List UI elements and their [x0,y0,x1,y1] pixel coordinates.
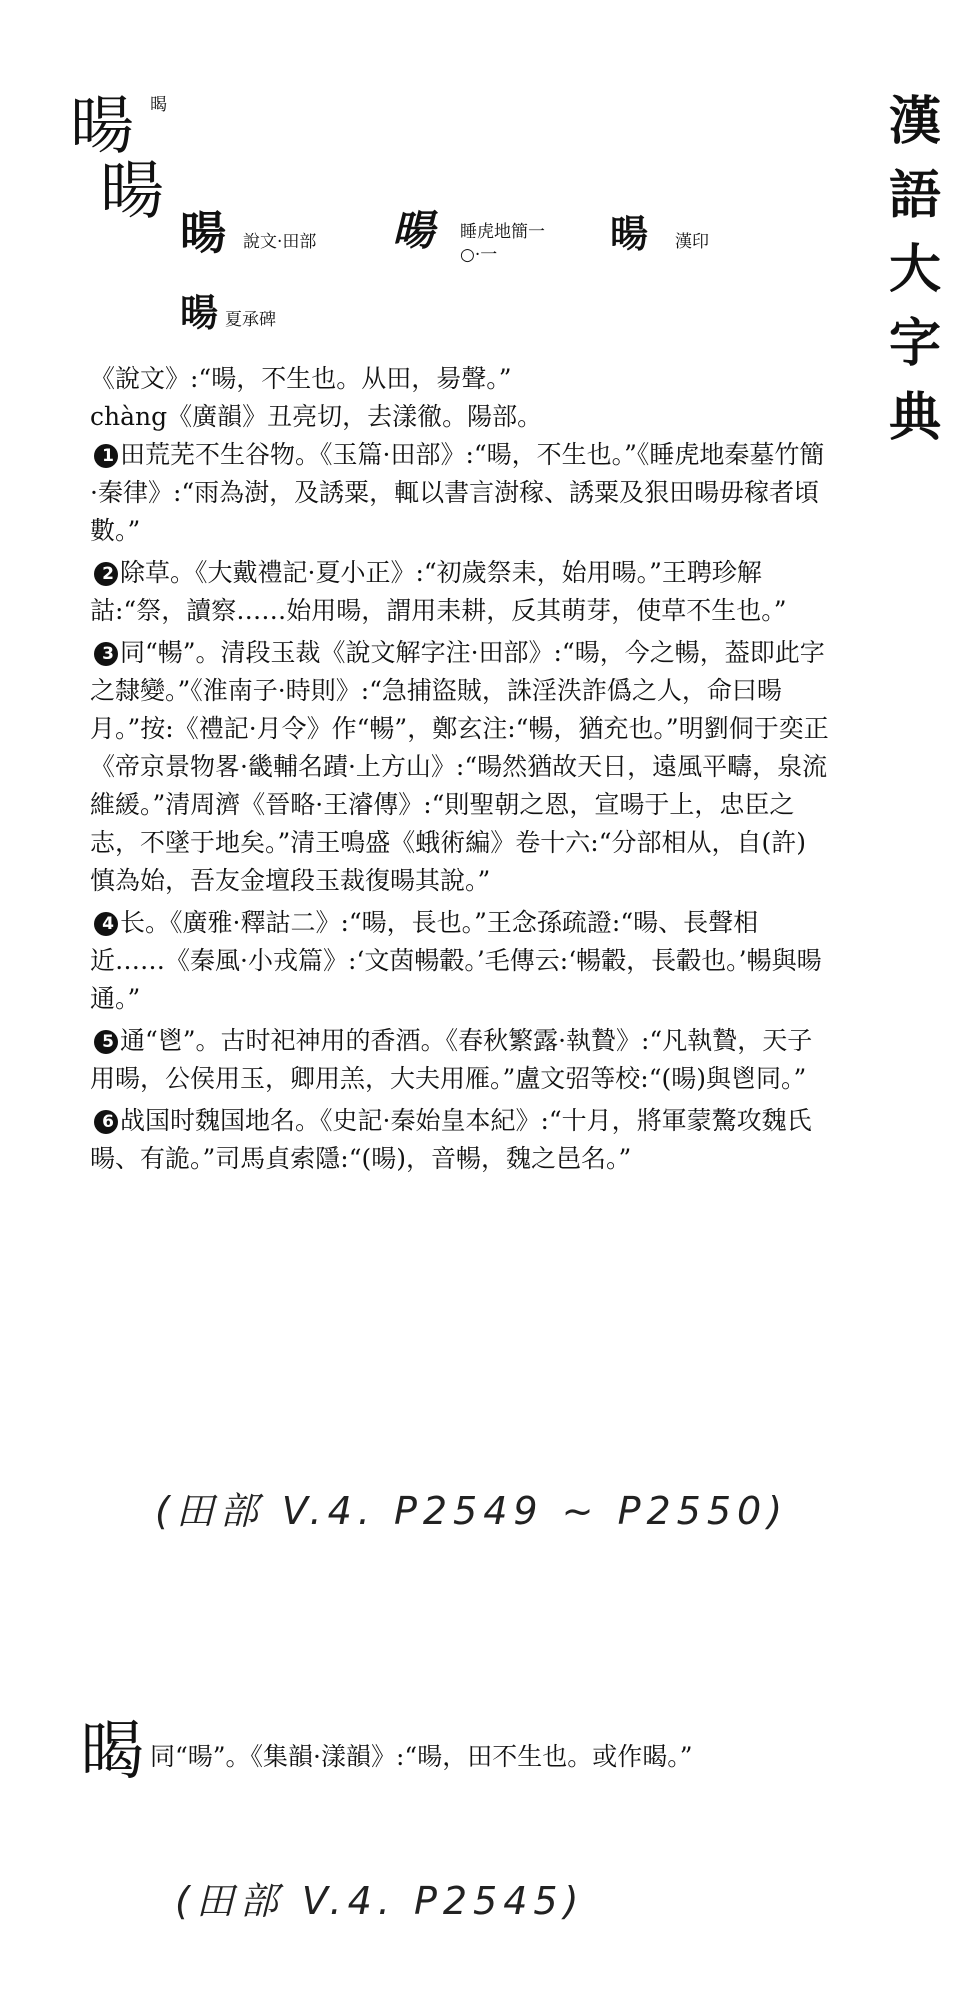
sense-text: 田荒芜不生谷物。《玉篇·田部》:“暘，不生也。”《睡虎地秦墓竹簡·秦律》:“雨為澍，及誘粟，輒以書言澍稼、誘粟及狠田暘毋稼者頃數。” [90,440,825,545]
sense-text: 长。《廣雅·釋詁二》:“暘，長也。”王念孫疏證:“暘、長聲相近……《秦風·小戎篇》:‘文茵暢轂。’毛傳云:‘暢轂，長轂也。’暢與暘通。” [90,908,822,1013]
title-char: 大 [888,239,941,300]
sense-text: 同“暢”。清段玉裁《說文解字注·田部》:“暘，今之暢，葢即此字之隸變。”《淮南子·時則》:“急捕盜賊，誅淫泆詐僞之人，命曰暘月。”按:《禮記·月令》作“暢”，鄭玄注:“暢，猶充也。”明劉侗于奕正《帝京景物畧·畿輔名蹟·上方山》:“暘然猶故天日，遠風平疇，泉流維緩。”清周濟《晉略·王濬傳》:“則聖朝之恩，宣暘于上，忠臣之志，不墜于地矣。”清王鳴盛《蛾術編》卷十六:“分部相从，自(許)慎為始，吾友金壇段玉裁復暘其說。” [90,638,829,895]
title-char: 漢 [888,91,941,152]
sense-number: 1 [94,444,118,468]
sense-text: 战国时魏国地名。《史記·秦始皇本紀》:“十月，將軍蒙驁攻魏氏暘、有詭。”司馬貞索隱:“(暘)，音暢，魏之邑名。” [90,1106,812,1173]
ancient-form-label: ○·一 [460,245,498,265]
sense-number: 5 [94,1030,118,1054]
sense [90,634,830,900]
title-char: 典 [888,387,941,448]
seal-headword: 暘 [100,155,164,229]
handwritten-page-reference: (田部 V.4. P2549 ~ P2550) [155,1489,789,1533]
sense-number: 3 [94,642,118,666]
ancient-form-label: 夏承碑 [225,310,276,330]
ancient-form-glyph: 暘 [180,206,226,260]
source-line: 《說文》:“暘，不生也。从田，昜聲。” [90,364,512,393]
handwritten-page-reference: (田部 V.4. P2545) [175,1879,585,1923]
ancient-form-label: 睡虎地簡一 [460,222,545,242]
ancient-form-label: 說文·田部 [243,232,317,252]
ancient-form-glyph: 暘 [610,211,643,256]
variant-superscript: 暍 [150,95,167,115]
vertical-book-title [880,85,950,455]
ancient-form-glyph: 暘 [392,206,435,255]
sense-text: 除草。《大戴禮記·夏小正》:“初歲祭耒，始用暘。”王聘珍解詁:“祭，讀察……始用暘，謂用耒耕，反其萌芽，使草不生也。” [90,558,787,625]
sense [90,1102,830,1178]
sense [90,554,830,630]
sense [90,1022,830,1098]
ancient-form-label: 漢印 [675,232,709,252]
entry-body [90,360,830,1178]
sense [90,904,830,1018]
title-char: 字 [888,313,941,374]
sense-number: 2 [94,562,118,586]
entry-body: 同“暘”。《集韻·漾韻》:“暘，田不生也。或作暍。” [150,1742,693,1771]
sense-number: 6 [94,1110,118,1134]
title-char: 語 [888,165,941,226]
ancient-form-glyph: 暘 [180,290,219,335]
headword: 暍 [80,1715,144,1789]
pronunciation-line: chàng《廣韻》丑亮切，去漾徹。陽部。 [90,402,543,431]
sense-number: 4 [94,912,118,936]
sense-text: 通“鬯”。古时祀神用的香酒。《春秋繁露·執贄》:“凡執贄，天子用暘，公侯用玉，卿用羔，大夫用雁。”盧文弨等校:“(暘)與鬯同。” [90,1026,813,1093]
sense [90,436,830,550]
headword: 暘 [70,90,134,164]
